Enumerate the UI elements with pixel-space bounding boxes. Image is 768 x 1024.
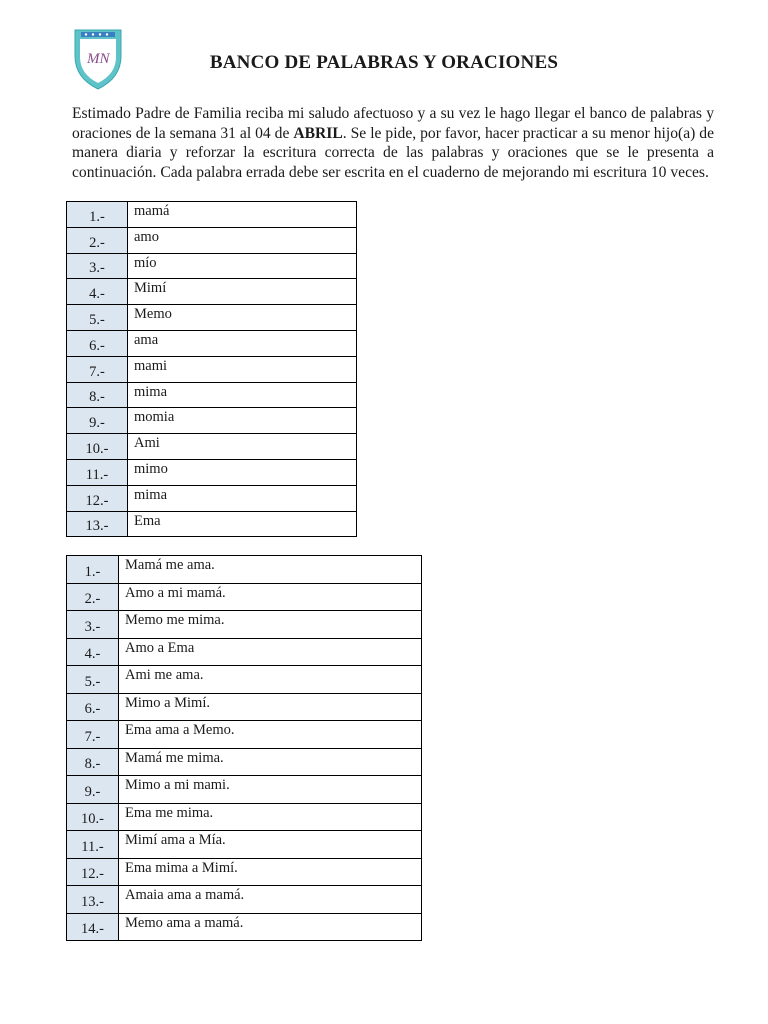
row-number: 3.- (84, 618, 101, 635)
row-text: Ema (134, 512, 161, 529)
row-number: 10.- (85, 441, 109, 458)
row-number: 9.- (84, 783, 101, 800)
row-text-cell (119, 721, 422, 749)
sentence-row (67, 583, 422, 611)
row-number: 11.- (81, 838, 104, 855)
page-title: BANCO DE PALABRAS Y ORACIONES (209, 52, 559, 73)
row-number-cell (67, 330, 128, 356)
row-text-cell (128, 330, 357, 356)
row-text: amo (134, 228, 159, 245)
word-row (67, 202, 357, 228)
row-text-cell (128, 356, 357, 382)
row-number: 4.- (84, 646, 101, 663)
row-number: 4.- (89, 286, 105, 303)
row-number-cell (67, 408, 128, 434)
row-number: 5.- (84, 673, 101, 690)
row-number-cell (67, 305, 128, 331)
row-text: Memo (134, 306, 172, 323)
row-text: ama (134, 331, 159, 348)
row-number: 6.- (89, 337, 105, 354)
word-row (67, 434, 357, 460)
row-text-cell (119, 666, 422, 694)
row-text-cell (119, 831, 422, 859)
row-number-cell (67, 803, 119, 831)
row-number: 14.- (81, 921, 104, 938)
word-row (67, 305, 357, 331)
row-number-cell (67, 202, 128, 228)
row-text: Mamá me ama. (125, 557, 215, 573)
word-row (67, 485, 357, 511)
sentence-row (67, 803, 422, 831)
row-number: 10.- (81, 811, 104, 828)
sentence-row (67, 721, 422, 749)
word-row (67, 279, 357, 305)
row-number-cell (67, 382, 128, 408)
row-text-cell (128, 279, 357, 305)
row-number-cell (67, 666, 119, 694)
sentence-row (67, 693, 422, 721)
row-text-cell (128, 305, 357, 331)
row-text: mío (134, 254, 157, 271)
row-text: Ema ama a Memo. (125, 722, 235, 738)
row-text: Memo me mima. (125, 612, 225, 628)
row-number-cell (67, 721, 119, 749)
intro-paragraph (72, 104, 714, 182)
row-number-cell (67, 556, 119, 584)
sentence-row (67, 611, 422, 639)
row-text: Ami (134, 435, 160, 452)
row-number: 13.- (85, 518, 109, 535)
row-text-cell (119, 556, 422, 584)
row-text-cell (119, 803, 422, 831)
row-text-cell (128, 227, 357, 253)
row-number: 3.- (89, 260, 105, 277)
sentence-row (67, 638, 422, 666)
svg-text:MN: MN (87, 51, 110, 67)
row-text: Memo ama a mamá. (125, 914, 244, 931)
row-text: Mimo a mi mami. (125, 777, 230, 793)
row-number-cell (67, 279, 128, 305)
row-text-cell (119, 638, 422, 666)
word-row (67, 253, 357, 279)
sentence-row (67, 556, 422, 584)
row-text-cell (119, 776, 422, 804)
row-text-cell (119, 611, 422, 639)
row-number: 2.- (84, 591, 101, 608)
intro-text-after: . Se le pide, por favor, hacer practicar a su menor hijo(a) de manera diaria y reforzar la escritura correcta de las palabras y oraciones que se le presenta a continuación. Cada palabra errada debe ser escrita en el cuaderno de mejorando mi escritura 10 veces. (72, 124, 714, 181)
row-text-cell (128, 202, 357, 228)
row-text: Ema me mima. (125, 804, 214, 821)
row-text: mamá (134, 203, 170, 219)
row-number: 12.- (81, 866, 104, 883)
row-text-cell (119, 748, 422, 776)
word-row (67, 356, 357, 382)
row-number: 5.- (89, 312, 105, 329)
word-bank-table (66, 201, 357, 537)
sentence-row (67, 831, 422, 859)
sentence-row (67, 776, 422, 804)
word-row (67, 408, 357, 434)
row-text: Mamá me mima. (125, 749, 224, 766)
row-number-cell (67, 485, 128, 511)
row-number-cell (67, 611, 119, 639)
row-number-cell (67, 459, 128, 485)
row-number: 1.- (89, 208, 105, 225)
row-text-cell (119, 693, 422, 721)
row-number-cell (67, 511, 128, 537)
row-number-cell (67, 858, 119, 886)
row-text-cell (128, 511, 357, 537)
row-number: 7.- (84, 728, 101, 745)
row-text: mimo (134, 460, 168, 477)
row-text-cell (128, 459, 357, 485)
sentence-row (67, 666, 422, 694)
row-text: Mimí (134, 280, 167, 297)
row-number-cell (67, 356, 128, 382)
row-text-cell (128, 408, 357, 434)
row-number: 2.- (89, 234, 105, 251)
row-text: momia (134, 409, 175, 426)
row-text-cell (119, 583, 422, 611)
sentence-row (67, 858, 422, 886)
row-text: mami (134, 357, 168, 374)
intro-text-before: Estimado Padre de Familia reciba mi saludo afectuoso y a su vez le hago llegar el banco de palabras y oraciones de la semana 31 al 04 de (72, 105, 714, 142)
row-number: 13.- (81, 893, 104, 910)
row-number: 12.- (85, 492, 109, 509)
row-number-cell (67, 748, 119, 776)
row-number: 1.- (84, 563, 101, 580)
row-number-cell (67, 913, 119, 941)
row-number-cell (67, 776, 119, 804)
intro-month: ABRIL (293, 124, 343, 142)
sentence-row (67, 748, 422, 776)
row-number-cell (67, 583, 119, 611)
row-text-cell (128, 382, 357, 408)
row-number: 8.- (89, 389, 105, 406)
row-number-cell (67, 693, 119, 721)
row-number-cell (67, 886, 119, 914)
row-number: 7.- (89, 363, 105, 380)
row-number-cell (67, 831, 119, 859)
row-text-cell (119, 913, 422, 941)
word-row (67, 459, 357, 485)
sentence-bank-table (66, 555, 422, 941)
row-text-cell (119, 886, 422, 914)
row-text-cell (128, 434, 357, 460)
row-text: Ema mima a Mimí. (125, 859, 238, 876)
row-number: 8.- (84, 756, 101, 773)
row-text: Mimí ama a Mía. (125, 832, 226, 848)
row-number-cell (67, 253, 128, 279)
row-text-cell (128, 485, 357, 511)
row-number-cell (67, 434, 128, 460)
row-text: Ami me ama. (125, 667, 204, 683)
word-row (67, 511, 357, 537)
row-text: Amo a mi mamá. (125, 584, 226, 601)
row-number: 11.- (85, 466, 109, 483)
row-text-cell (119, 858, 422, 886)
word-row (67, 227, 357, 253)
row-text: mima (134, 486, 168, 503)
row-text: Amo a Ema (125, 639, 195, 656)
row-text: Amaia ama a mamá. (125, 887, 245, 903)
row-number: 6.- (84, 701, 101, 718)
word-row (67, 382, 357, 408)
row-number-cell (67, 638, 119, 666)
sentence-row (67, 886, 422, 914)
row-number: 9.- (89, 415, 105, 432)
row-number-cell (67, 227, 128, 253)
word-row (67, 330, 357, 356)
row-text: Mimo a Mimí. (125, 694, 210, 711)
row-text: mima (134, 383, 168, 400)
sentence-row (67, 913, 422, 941)
row-text-cell (128, 253, 357, 279)
